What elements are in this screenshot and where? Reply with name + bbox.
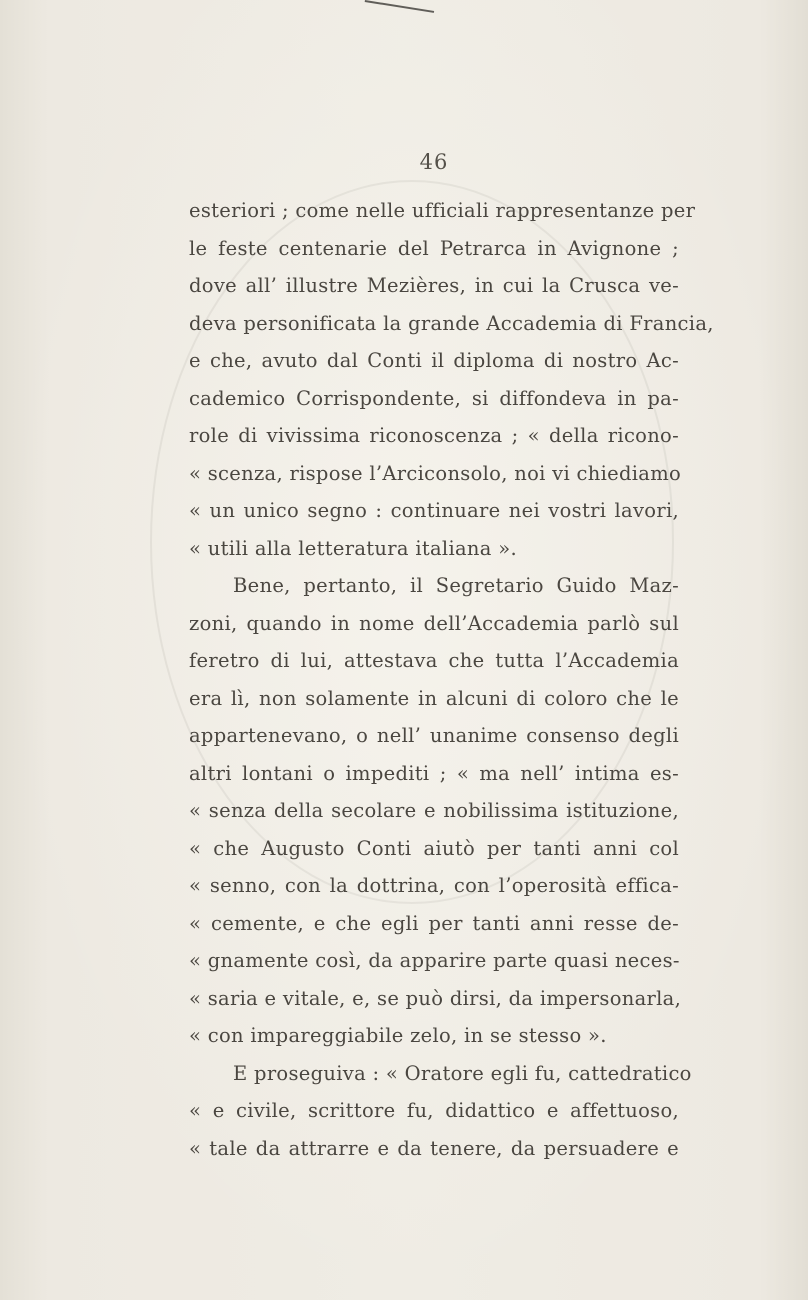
scan-mark	[362, 0, 434, 31]
body-text	[189, 192, 714, 1167]
text-line: « tale da attrarre e da tenere, da persuadere e	[189, 1136, 679, 1160]
text-line: era lì, non solamente in alcuni di coloro che le	[189, 686, 679, 710]
text-line: appartenevano, o nell’ unanime consenso degli	[189, 724, 679, 747]
text-line: « che Augusto Conti aiutò per tanti anni col	[189, 836, 679, 860]
text-line: dove all’ illustre Mezières, in cui la Crusca ve-	[189, 274, 679, 297]
text-line: « scenza, rispose l’Arciconsolo, noi vi chiediamo	[189, 461, 682, 485]
text-line: « utili alla letteratura italiana ».	[189, 536, 517, 560]
text-line: « e civile, scrittore fu, didattico e affettuoso,	[189, 1099, 679, 1122]
text-line: e che, avuto dal Conti il diploma di nostro Ac-	[189, 349, 679, 372]
text-line: « con impareggiabile zelo, in se stesso ».	[189, 1024, 607, 1047]
text-line: deva personificata la grande Accademia di Francia,	[189, 311, 714, 335]
text-line: « senza della secolare e nobilissima istituzione,	[189, 799, 679, 822]
text-line: E proseguiva : « Oratore egli fu, cattedratico	[233, 1061, 692, 1085]
text-line: « gnamente così, da apparire parte quasi neces-	[189, 949, 680, 972]
text-line: « saria e vitale, e, se può dirsi, da impersonarla,	[189, 986, 682, 1010]
text-line: zoni, quando in nome dell’Accademia parlò sul	[189, 611, 679, 635]
text-line: « cemente, e che egli per tanti anni resse de-	[189, 911, 679, 935]
text-line: Bene, pertanto, il Segretario Guido Maz-	[233, 574, 679, 597]
text-line: « un unico segno : continuare nei vostri lavori,	[189, 499, 679, 522]
text-line: cademico Corrispondente, si diffondeva in pa-	[189, 386, 679, 410]
text-line: esteriori ; come nelle ufficiali rappresentanze per	[189, 199, 696, 222]
text-line: « senno, con la dottrina, con l’operosità effica-	[189, 874, 679, 897]
text-line: feretro di lui, attestava che tutta l’Accademia	[189, 649, 679, 672]
page-number: 46	[419, 150, 449, 174]
text-line: le feste centenarie del Petrarca in Avignone ;	[189, 236, 679, 260]
text-line: altri lontani o impediti ; « ma nell’ intima es-	[189, 761, 679, 785]
text-line: role di vivissima riconoscenza ; « della ricono-	[189, 424, 679, 447]
